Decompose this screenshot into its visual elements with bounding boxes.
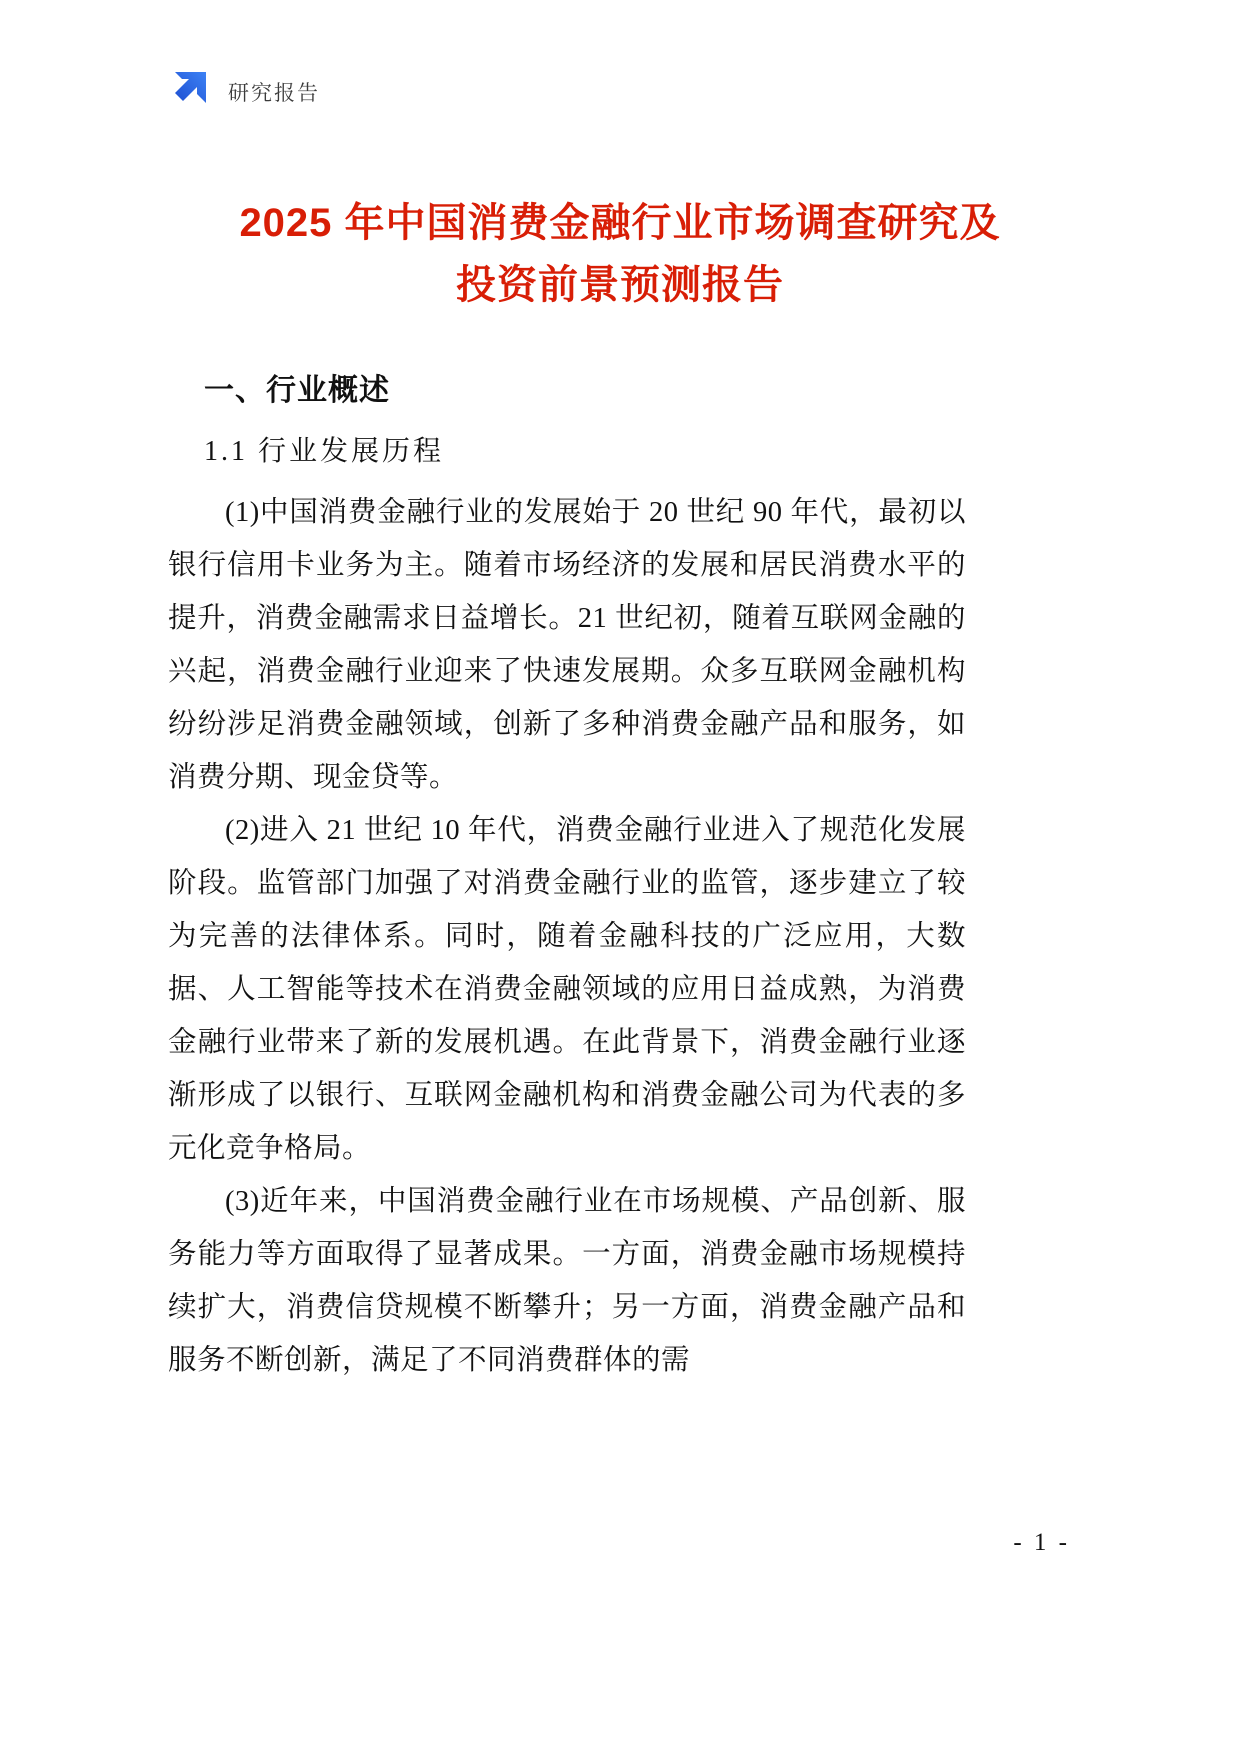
section-heading: 一、行业概述 [204,374,390,407]
subsection-heading: 1.1 行业发展历程 [204,436,445,467]
document-body [168,368,966,1387]
page-number: - 1 - [1013,1529,1070,1556]
page-title-line-1: 2025 年中国消费金融行业市场调查研究及 [239,201,1001,245]
body-paragraph: (1)中国消费金融行业的发展始于 20 世纪 90 年代，最初以银行信用卡业务为主。随着市场经济的发展和居民消费水平的提升，消费金融需求日益增长。21 世纪初，随着互联网金融的兴起，消费金融行业迎来了快速发展期。众多互联网金融机构纷纷涉足消费金融领域，创新了多种消费金融产品和服务，如消费分期、现金贷等。 [168,497,966,793]
page-title-line-2: 投资前景预测报告 [456,263,784,307]
body-paragraph: (3)近年来，中国消费金融行业在市场规模、产品创新、服务能力等方面取得了显著成果。一方面，消费金融市场规模持续扩大，消费信贷规模不断攀升；另一方面，消费金融产品和服务不断创新，满足了不同消费群体的需 [168,1186,966,1376]
body-paragraph: (2)进入 21 世纪 10 年代，消费金融行业进入了规范化发展阶段。监管部门加强了对消费金融行业的监管，逐步建立了较为完善的法律体系。同时，随着金融科技的广泛应用，大数据、人工智能等技术在消费金融领域的应用日益成熟，为消费金融行业带来了新的发展机遇。在此背景下，消费金融行业逐渐形成了以银行、互联网金融机构和消费金融公司为代表的多元化竞争格局。 [168,815,966,1164]
brand-label: 研究报告 [228,80,320,105]
page-title [180,192,1060,316]
brand-header [162,62,320,118]
arrow-up-right-icon [162,64,214,116]
